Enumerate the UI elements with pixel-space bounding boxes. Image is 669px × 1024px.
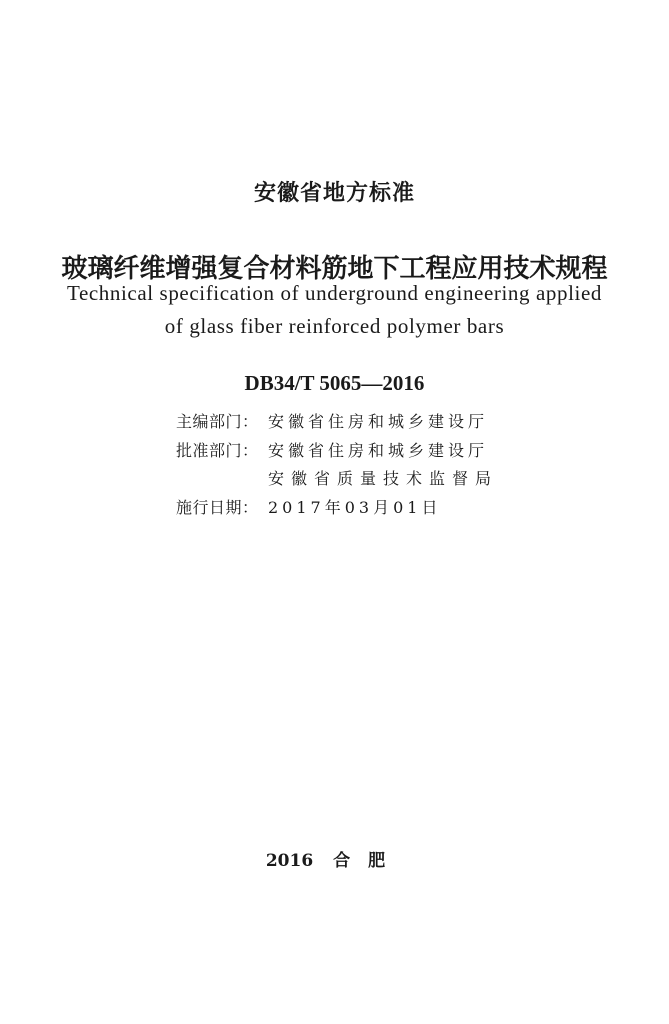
approver-value-2: 安徽省质量技术监督局 (268, 469, 499, 488)
meta-row-approver (176, 438, 488, 461)
publication-footer (0, 846, 669, 871)
publication-year: 2016 (265, 851, 314, 871)
standard-series-heading: 安徽省地方标准 (253, 181, 415, 206)
meta-row-effective-date (176, 495, 441, 518)
title-chinese: 玻璃纤维增强复合材料筋地下工程应用技术规程 (61, 254, 608, 284)
meta-row-approver-2 (176, 466, 498, 489)
publication-city: 合肥 (333, 851, 404, 871)
meta-row-editor (176, 409, 488, 432)
effective-date-value: 2017年03月01日 (268, 498, 442, 517)
editor-value: 安徽省住房和城乡建设厅 (268, 412, 489, 431)
title-english-line-2: of glass fiber reinforced polymer bars (164, 314, 505, 338)
approver-label: 批准部门： (176, 441, 259, 460)
title-english-line-1: Technical specification of underground engineering applied (66, 281, 602, 305)
standard-number: DB34/T 5065—2016 (244, 371, 425, 395)
approver-value-1: 安徽省住房和城乡建设厅 (268, 441, 489, 460)
effective-date-label: 施行日期： (176, 498, 259, 517)
editor-label: 主编部门： (176, 412, 259, 431)
